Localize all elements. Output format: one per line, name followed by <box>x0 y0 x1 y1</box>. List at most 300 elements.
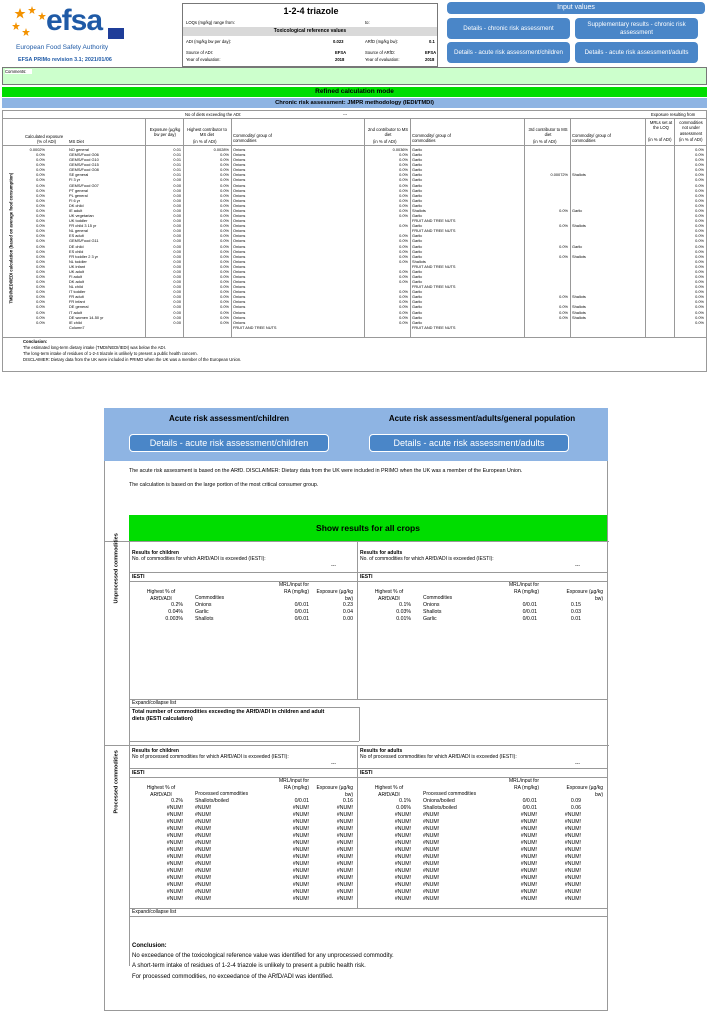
chronic-rows <box>3 147 706 337</box>
chronic-cell: 0.0% <box>399 192 408 198</box>
chronic-cell: 0.00 <box>173 274 181 279</box>
chronic-cell: 0.0% <box>399 299 408 305</box>
acute-children-details-button[interactable]: Details - acute risk assessment/children <box>129 434 329 452</box>
chronic-cell: 0.0% <box>36 304 45 310</box>
no-comm-children: No. of commodities for which ARfD/ADI is exceeded (IESTI): <box>132 556 266 562</box>
unproc-expand-link[interactable]: Expand/collapse list <box>132 700 177 706</box>
acute-cell: #NUM! <box>166 868 183 874</box>
acute-cell: #NUM! <box>423 854 440 860</box>
acute-conclusion-l1: No exceedance of the toxicological reference value was identified for any unprocessed commodity. <box>132 953 394 959</box>
acute-cell: #NUM! <box>166 889 183 895</box>
chronic-cell: Onions <box>233 248 246 254</box>
chronic-cell: 0.0% <box>695 274 704 279</box>
acute-conclusion-l3: For processed commodities, no exceedance of the ARfD/ADI was identified. <box>132 974 334 980</box>
proc-results-children: Results for children <box>132 748 179 754</box>
chronic-cell: 0.0% <box>695 294 704 300</box>
chronic-cell: 0.0% <box>220 228 229 234</box>
acute-cell: 0.04% <box>168 609 183 615</box>
chronic-conclusion-l3: DISCLAIMER: Dietary data from the UK were included in PRIMO when the UK was a member of the European Union. <box>23 357 242 362</box>
acute-row <box>357 833 609 840</box>
chronic-title: Chronic risk assessment: JMPR methodology (IEDI/TMDI) <box>2 98 707 108</box>
chronic-cell: 0.0% <box>695 258 704 264</box>
acute-cell: #NUM! <box>423 819 440 825</box>
hdr-pct-adi: (% of ADI) <box>37 139 57 144</box>
logo-revision: EFSA PRIMo revision 3.1; 2021/01/06 <box>18 57 112 63</box>
acute-row <box>129 833 357 840</box>
chronic-cell: 0.0% <box>220 177 229 183</box>
chronic-cell: 0.0% <box>220 238 229 244</box>
chronic-cell: 0.0% <box>399 182 408 188</box>
chronic-cell: 0.0% <box>399 279 408 285</box>
chronic-cell: 0.0% <box>36 258 45 264</box>
acute-adults-nav-button[interactable]: Details - acute risk assessment/adults <box>575 42 698 63</box>
pa-col-highest: Highest % of ARfD/ADI <box>374 785 404 798</box>
refined-mode-banner: Refined calculation mode <box>2 87 707 97</box>
chronic-cell: 0.00 <box>173 258 181 264</box>
show-results-button[interactable]: Show results for all crops <box>129 515 607 541</box>
chronic-cell: 0.0% <box>695 187 704 193</box>
chronic-cell: 0.0% <box>220 192 229 198</box>
chronic-cell: 0.0% <box>220 202 229 208</box>
acute-row <box>357 798 609 805</box>
chronic-cell: GEMS/Food G07 <box>69 182 99 188</box>
chronic-cell: IT adult <box>69 309 82 315</box>
hdr-ms-diet: MS Diet <box>69 139 84 144</box>
src-arfd-value: EFSA <box>425 50 437 55</box>
hdr-highest: Highest contributor to MS diet <box>187 127 227 138</box>
no-diets-value: --- <box>343 112 348 117</box>
acute-cell: #NUM! <box>195 868 212 874</box>
chronic-cell: 0.0% <box>695 243 704 249</box>
chronic-cell: 0.0% <box>36 284 45 290</box>
chronic-cell: 0.0% <box>36 187 45 193</box>
chronic-cell: 0.0% <box>36 197 45 203</box>
acute-cell: #NUM! <box>423 861 440 867</box>
input-values-button[interactable]: Input values <box>447 2 705 14</box>
acute-cell: #NUM! <box>564 861 581 867</box>
acute-cell: #NUM! <box>336 896 353 902</box>
chronic-cell: 0.0% <box>399 172 408 178</box>
chronic-cell: 0.0% <box>36 172 45 178</box>
chronic-cell: Onions <box>233 152 246 158</box>
acute-cell: #NUM! <box>336 847 353 853</box>
chronic-cell: 0.0% <box>220 207 229 213</box>
chronic-cell: 0.0% <box>36 238 45 244</box>
chronic-cell: FR toddler 2 3 yr <box>69 253 98 259</box>
acute-cell: Onions <box>423 602 440 608</box>
acute-children-nav-button[interactable]: Details - acute risk assessment/children <box>447 42 570 63</box>
hdr-exposure: Exposure (µg/kg bw per day) <box>149 127 181 138</box>
chronic-cell: 0.0% <box>36 279 45 285</box>
acute-cell: 0.2% <box>171 798 183 804</box>
acute-row <box>129 882 357 889</box>
acute-cell: 0/0.01 <box>522 798 537 804</box>
chronic-cell: 0.0% <box>36 319 45 325</box>
chronic-cell: Garlic <box>412 162 423 168</box>
comments-box[interactable] <box>2 67 707 85</box>
chronic-cell: 0.0% <box>220 299 229 305</box>
processed-label: Processed commodities <box>113 750 120 814</box>
hdr-second-pct: (in % of ADI) <box>373 139 397 144</box>
chronic-cell: Onions <box>233 263 246 269</box>
chronic-cell: DK adult <box>69 279 84 285</box>
chronic-table <box>2 110 707 372</box>
chronic-cell: 0.00 <box>173 319 181 325</box>
chronic-cell: Onions <box>233 284 246 290</box>
adi-label: ADI (mg/kg bw per day): <box>186 39 232 44</box>
chronic-cell: Garlic <box>412 152 423 158</box>
chronic-cell: 0.00 <box>173 192 181 198</box>
acute-cell: Shallots <box>195 616 214 622</box>
chronic-cell: Column7 <box>69 324 85 330</box>
acute-cell: 0/0.01 <box>294 602 309 608</box>
uc-col-mrl: MRL/input for RA (mg/kg) <box>278 582 309 595</box>
chronic-cell: ES child <box>69 248 84 254</box>
acute-cell: #NUM! <box>564 833 581 839</box>
acute-cell: 0/0.01 <box>522 602 537 608</box>
pc-col-processed: Processed commodities <box>195 791 249 797</box>
chronic-cell: 0.00 <box>173 284 181 290</box>
no-diets-label: No of diets exceeding the ADI: <box>185 112 242 117</box>
chronic-cell: 0.0% <box>399 294 408 300</box>
no-proc-adults-value: --- <box>575 761 580 767</box>
chronic-cell: 0.0% <box>399 152 408 158</box>
chronic-cell: 0.0% <box>399 187 408 193</box>
acute-cell: #NUM! <box>336 840 353 846</box>
acute-cell: 0.03% <box>396 609 411 615</box>
pa-col-mrl: MRL/input for RA (mg/kg) <box>508 778 539 791</box>
acute-cell: #NUM! <box>564 826 581 832</box>
chronic-cell: 0.00 <box>173 304 181 310</box>
acute-cell: 0/0.01 <box>522 805 537 811</box>
acute-conclusion <box>129 941 607 1007</box>
chronic-cell: UK vegetarian <box>69 213 94 219</box>
pa-col-exposure: Exposure (µg/kg bw) <box>566 785 603 798</box>
chronic-row <box>3 325 706 330</box>
hdr-second: 2nd contributor to MS diet <box>367 127 409 138</box>
acute-cell: #NUM! <box>166 882 183 888</box>
chronic-cell: 0.0% <box>36 213 45 219</box>
hdr-highest-pct: (in % of ADI) <box>193 139 217 144</box>
chronic-cell: 0.0% <box>36 274 45 279</box>
acute-cell: #NUM! <box>336 826 353 832</box>
acute-cell: #NUM! <box>166 826 183 832</box>
chronic-cell: Garlic <box>412 197 423 203</box>
chronic-cell: Garlic <box>412 202 423 208</box>
hdr-not-under-pct: (in % of ADI) <box>679 137 703 142</box>
acute-cell: Garlic <box>195 609 209 615</box>
chronic-cell: 0.0% <box>36 263 45 269</box>
acute-cell: #NUM! <box>520 882 537 888</box>
acute-cell: 0/0.01 <box>294 616 309 622</box>
chronic-cell: Onions <box>233 238 246 244</box>
chronic-cell: Garlic <box>412 147 423 152</box>
acute-row <box>357 812 609 819</box>
acute-cell: #NUM! <box>292 840 309 846</box>
pa-col-processed: Processed commodities <box>423 791 477 797</box>
supplementary-results-button[interactable]: Supplementary results - chronic risk assessment <box>575 18 698 39</box>
chronic-cell: 0.0% <box>220 197 229 203</box>
chronic-cell: 0.0028% <box>213 147 229 152</box>
acute-cell: #NUM! <box>336 889 353 895</box>
chronic-cell: 0.0% <box>399 202 408 208</box>
acute-cell: 0.2% <box>171 602 183 608</box>
chronic-cell: 0.0% <box>695 202 704 208</box>
chronic-cell: FRUIT AND TREE NUTS <box>412 284 456 290</box>
chronic-cell: Onions <box>233 213 246 219</box>
acute-cell: #NUM! <box>195 847 212 853</box>
chronic-cell: 0.0% <box>220 263 229 269</box>
chronic-cell: 0.0% <box>220 167 229 173</box>
chronic-conclusion-l2: The long-term intake of residues of 1-2-4 triazole is unlikely to present a public health concern. <box>23 351 198 356</box>
chronic-cell: 0.0% <box>695 207 704 213</box>
acute-cell: #NUM! <box>394 896 411 902</box>
chronic-cell: 0.0% <box>36 207 45 213</box>
acute-cell: #NUM! <box>292 854 309 860</box>
chronic-cell: 0.0% <box>695 147 704 152</box>
acute-cell: #NUM! <box>166 896 183 902</box>
chronic-cell: Garlic <box>412 187 423 193</box>
acute-cell: 0.06 <box>570 805 581 811</box>
chronic-cell: 0.0% <box>695 248 704 254</box>
chronic-cell: Shallots <box>412 258 426 264</box>
chronic-cell: 0.0% <box>399 162 408 168</box>
chronic-cell: 0.0% <box>36 253 45 259</box>
chronic-cell: Onions <box>233 294 246 300</box>
acute-cell: #NUM! <box>195 889 212 895</box>
acute-cell: #NUM! <box>564 882 581 888</box>
chronic-cell: Onions <box>233 182 246 188</box>
chronic-cell: 0.0% <box>559 294 568 300</box>
substance-name: 1-2-4 triazole <box>283 6 339 16</box>
acute-cell: 0.04 <box>342 609 353 615</box>
chronic-cell: Onions <box>233 319 246 325</box>
acute-cell: 0.15 <box>570 602 581 608</box>
acute-cell: #NUM! <box>564 847 581 853</box>
acute-row <box>129 819 357 826</box>
chronic-cell: Garlic <box>412 223 423 229</box>
acute-cell: #NUM! <box>292 812 309 818</box>
chronic-cell: NL toddler <box>69 258 87 264</box>
chronic-cell: 0.00 <box>173 182 181 188</box>
chronic-cell: Onions <box>233 192 246 198</box>
logo-wordmark: efsa <box>46 4 103 37</box>
chronic-cell: 0.0% <box>220 182 229 188</box>
acute-cell: #NUM! <box>292 882 309 888</box>
acute-row <box>357 847 609 854</box>
chronic-cell: 0.0% <box>36 157 45 163</box>
acute-cell: 0.01% <box>396 616 411 622</box>
ua-col-commodities: Commodities <box>423 595 453 601</box>
chronic-cell: FRUIT AND TREE NUTS <box>412 228 456 234</box>
chronic-cell: 0.00 <box>173 207 181 213</box>
chronic-cell: Shallots <box>572 223 586 229</box>
acute-row <box>129 616 357 623</box>
chronic-cell: 0.0% <box>220 243 229 249</box>
acute-cell: #NUM! <box>336 875 353 881</box>
chronic-cell: Onions <box>233 172 246 178</box>
chronic-cell: Onions <box>233 167 246 173</box>
chronic-cell: 0.00 <box>173 289 181 295</box>
acute-cell: #NUM! <box>423 868 440 874</box>
chronic-cell: 0.0% <box>695 157 704 163</box>
chronic-cell: Onions <box>233 223 246 229</box>
no-proc-children: No of processed commodities for which ARfD/ADI is exceeded (IESTI): <box>132 754 289 760</box>
chronic-cell: ES adult <box>69 233 84 239</box>
acute-cell: #NUM! <box>520 854 537 860</box>
chronic-cell: Garlic <box>572 243 583 249</box>
chronic-cell: 0.0% <box>220 258 229 264</box>
chronic-cell: 0.00 <box>173 263 181 269</box>
chronic-cell: Onions <box>233 268 246 274</box>
chronic-cell: 0.0% <box>695 314 704 320</box>
chronic-cell: UK toddler <box>69 218 88 224</box>
acute-cell: #NUM! <box>423 896 440 902</box>
chronic-cell: 0.0% <box>220 319 229 325</box>
chronic-cell: Onions <box>233 309 246 315</box>
chronic-cell: Garlic <box>412 182 423 188</box>
chronic-cell: 0.00 <box>173 177 181 183</box>
chronic-cell: 0.0% <box>695 299 704 305</box>
no-proc-adults: No of processed commodities for which ARfD/ADI is exceeded (IESTI): <box>360 754 517 760</box>
chronic-cell: 0.00 <box>173 213 181 219</box>
chronic-cell: 0.0% <box>695 223 704 229</box>
hdr-commodity-3: Commodity/ group of commodities <box>572 133 611 144</box>
acute-cell: #NUM! <box>336 861 353 867</box>
acute-row <box>357 889 609 896</box>
chronic-cell: 0.0% <box>399 177 408 183</box>
acute-cell: #NUM! <box>394 882 411 888</box>
chronic-cell: UK adult <box>69 268 84 274</box>
iesti-adults: IESTI <box>360 574 373 580</box>
acute-body <box>104 461 608 1011</box>
chronic-cell: Garlic <box>412 309 423 315</box>
acute-row <box>129 609 357 616</box>
acute-cell: 0/0.01 <box>522 616 537 622</box>
acute-adults-details-button[interactable]: Details - acute risk assessment/adults <box>369 434 569 452</box>
chronic-cell: 0.0% <box>36 202 45 208</box>
src-arfd-label: Source of ARfD: <box>365 50 396 55</box>
acute-cell: #NUM! <box>195 826 212 832</box>
chronic-cell: Garlic <box>412 248 423 254</box>
acute-cell: #NUM! <box>394 861 411 867</box>
acute-cell: #NUM! <box>423 812 440 818</box>
chronic-cell: Onions <box>233 243 246 249</box>
acute-cell: #NUM! <box>336 805 353 811</box>
chronic-cell: 0.0% <box>695 152 704 158</box>
chronic-cell: 0.00 <box>173 243 181 249</box>
chronic-cell: NL general <box>69 228 88 234</box>
chronic-cell: 0.0% <box>399 274 408 279</box>
chronic-cell: 0.0% <box>36 223 45 229</box>
no-proc-children-value: --- <box>331 761 336 767</box>
acute-row <box>129 896 357 903</box>
chronic-cell: 0.0% <box>36 248 45 254</box>
acute-row <box>129 805 357 812</box>
acute-cell: 0.06% <box>396 805 411 811</box>
chronic-cell: 0.00 <box>173 299 181 305</box>
chronic-cell: Garlic <box>412 253 423 259</box>
chronic-cell: 0.00 <box>173 218 181 224</box>
chronic-side-label: TMDI/NEDI/IEDI calculation (based on average food consumption) <box>8 172 14 304</box>
chronic-cell: Onions <box>233 253 246 259</box>
chronic-cell: Shallots <box>572 172 586 178</box>
chronic-cell: 0.00 <box>173 233 181 239</box>
chronic-cell: 0.0% <box>695 213 704 219</box>
acute-cell: #NUM! <box>292 889 309 895</box>
ua-col-highest: Highest % of ARfD/ADI <box>374 589 404 602</box>
chronic-cell: 0.0% <box>399 197 408 203</box>
acute-cell: #NUM! <box>564 854 581 860</box>
chronic-cell: 0.01 <box>173 162 181 168</box>
acute-cell: #NUM! <box>520 819 537 825</box>
proc-expand-link[interactable]: Expand/collapse list <box>132 909 177 915</box>
chronic-cell: 0.0% <box>36 268 45 274</box>
acute-cell: #NUM! <box>195 805 212 811</box>
chronic-cell: 0.0% <box>220 274 229 279</box>
acute-cell: #NUM! <box>166 805 183 811</box>
acute-cell: #NUM! <box>394 889 411 895</box>
chronic-cell: 0.00 <box>173 279 181 285</box>
chronic-cell: Onions <box>233 258 246 264</box>
loq-to: to: <box>365 20 370 25</box>
hdr-commodity-2: Commodity/ group of commodities <box>412 133 451 144</box>
chronic-cell: 0.00 <box>173 197 181 203</box>
acute-cell: #NUM! <box>564 812 581 818</box>
acute-row <box>357 861 609 868</box>
chronic-cell: 0.0% <box>399 258 408 264</box>
pc-col-mrl: MRL/input for RA (mg/kg) <box>278 778 309 791</box>
hdr-mrls-pct: (in % of ADI) <box>648 137 672 142</box>
no-comm-adults: No. of commodities for which ARfD/ADI is exceeded (IESTI): <box>360 556 494 562</box>
chronic-cell: Garlic <box>412 233 423 239</box>
chronic-details-button[interactable]: Details - chronic risk assessment <box>447 18 570 39</box>
chronic-cell: 0.0% <box>220 304 229 310</box>
acute-cell: #NUM! <box>394 840 411 846</box>
acute-cell: #NUM! <box>195 861 212 867</box>
chronic-cell: 0.0002% <box>29 147 45 152</box>
chronic-cell: 0.0% <box>559 253 568 259</box>
chronic-cell: 0.0% <box>695 238 704 244</box>
acute-cell: #NUM! <box>336 819 353 825</box>
chronic-cell: 0.0% <box>36 192 45 198</box>
chronic-cell: 0.0% <box>695 289 704 295</box>
acute-header <box>104 408 608 461</box>
chronic-cell: 0.0% <box>399 309 408 315</box>
chronic-cell: 0.0% <box>399 213 408 219</box>
chronic-cell: IT toddler <box>69 289 86 295</box>
chronic-cell: Garlic <box>412 294 423 300</box>
chronic-cell: 0.00 <box>173 248 181 254</box>
acute-row <box>357 854 609 861</box>
acute-row <box>129 868 357 875</box>
src-adi-label: Source of ADI: <box>186 50 213 55</box>
acute-cell: #NUM! <box>195 896 212 902</box>
chronic-cell: 0.0% <box>36 177 45 183</box>
chronic-cell: 0.0% <box>695 162 704 168</box>
acute-cell: #NUM! <box>520 875 537 881</box>
pc-col-highest: Highest % of ARfD/ADI <box>146 785 176 798</box>
acute-cell: #NUM! <box>292 875 309 881</box>
acute-cell: 0.09 <box>570 798 581 804</box>
chronic-cell: Shallots <box>572 314 586 320</box>
acute-cell: Garlic <box>423 616 437 622</box>
unprocessed-block <box>105 533 609 761</box>
acute-row <box>357 602 609 609</box>
chronic-cell: 0.0% <box>559 309 568 315</box>
chronic-cell: GEMS/Food G06 <box>69 152 99 158</box>
chronic-cell: 0.00 <box>173 314 181 320</box>
